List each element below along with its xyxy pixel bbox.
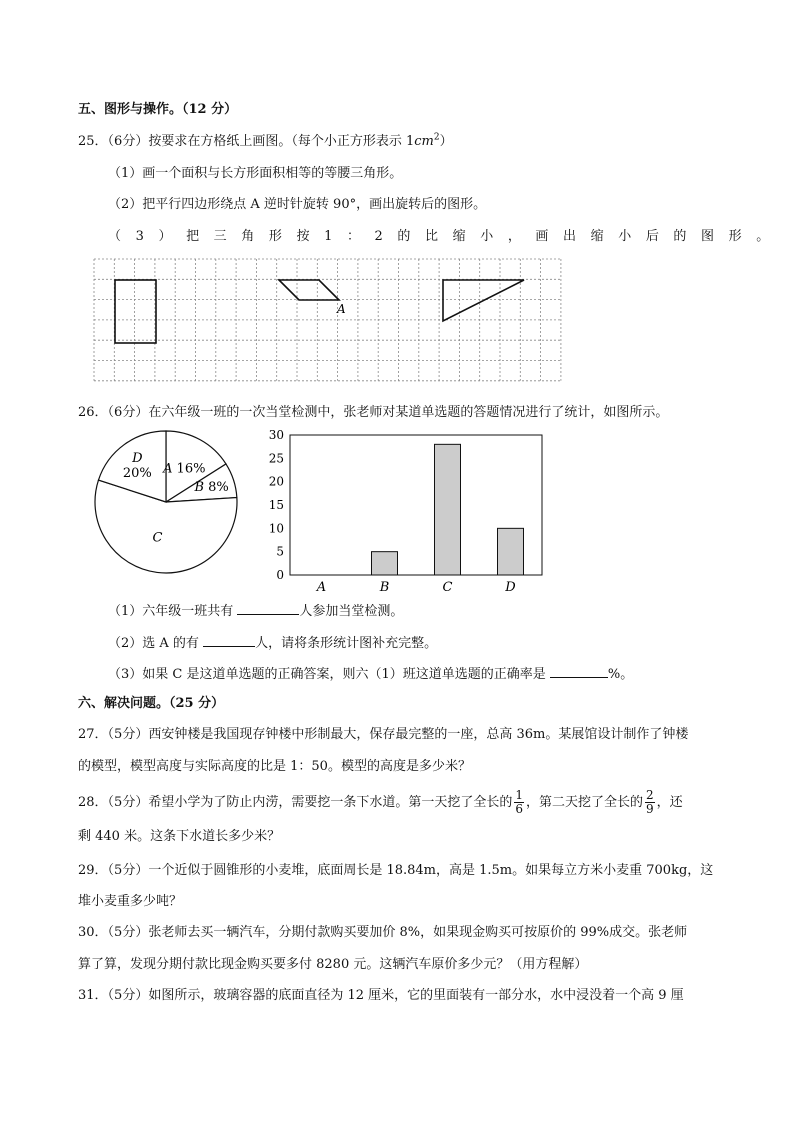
y-tick-label: 30 xyxy=(268,428,284,442)
q30-line-1: 30．（5分）张老师去买一辆汽车，分期付款购买要加价 8%，如果现金购买可按原价的 99%成交。张老师 xyxy=(78,925,688,940)
q28-frac1-den: 6 xyxy=(515,802,523,816)
q28-frac2-den: 9 xyxy=(645,802,654,816)
parallelogram-shape xyxy=(279,280,339,300)
y-tick-label: 10 xyxy=(268,521,284,536)
pie-label-a: A 16% xyxy=(163,461,206,477)
bar-categories xyxy=(316,580,516,595)
q26-sub-2 xyxy=(108,633,437,653)
q25-stem xyxy=(78,133,453,151)
q28-fraction-1 xyxy=(514,789,524,816)
y-tick-label: 15 xyxy=(268,498,284,512)
y-tick-label: 5 xyxy=(276,544,284,559)
y-tick-label: 25 xyxy=(268,451,284,466)
y-tick-label: 0 xyxy=(276,568,284,582)
pie-label-c: C xyxy=(152,530,163,546)
q25-item-1: （1）画一个面积与长方形面积相等的等腰三角形。 xyxy=(108,166,403,181)
section-6-title: 六、解决问题。（25 分） xyxy=(78,696,225,711)
pie-label-d: D xyxy=(132,451,143,467)
x-category-label: C xyxy=(442,580,453,595)
q26-answer-blank-3[interactable] xyxy=(550,664,608,678)
bar-chart xyxy=(262,425,552,595)
q26-sub-1-prefix: （1）六年级一班共有 xyxy=(108,604,234,619)
x-category-label: D xyxy=(505,580,516,595)
q25-item-3: （3）把三角形按1：2的比缩小，画出缩小后的图形。 xyxy=(108,229,784,244)
q29-line-2: 堆小麦重多少吨？ xyxy=(78,894,183,909)
bar-b xyxy=(372,552,398,575)
q26-sub-2-prefix: （2）选 A 的有 xyxy=(108,636,199,651)
bar-c xyxy=(435,444,461,575)
q26-sub-3 xyxy=(108,664,633,684)
q26-sub-3-suffix: %。 xyxy=(607,667,634,682)
x-category-label: B xyxy=(379,580,390,595)
y-tick-label: 20 xyxy=(268,474,284,489)
q27-line-1: 27．（5分）西安钟楼是我国现存钟楼中形制最大，保存最完整的一座，总高 36m。某展馆设计制作了钟楼 xyxy=(78,727,689,742)
q28-line-2: 剩 440 米。这条下水道长多少米？ xyxy=(78,829,281,844)
q28-fraction-2 xyxy=(645,789,655,816)
bar-y-ticks xyxy=(269,428,284,582)
q25-item-2: （2）把平行四边形绕点 A 逆时针旋转 90°，画出旋转后的图形。 xyxy=(108,197,487,212)
q28-part-3: ，还 xyxy=(656,795,683,810)
q25-stem-exp: 2 xyxy=(433,132,440,143)
q28-line-1 xyxy=(78,789,683,816)
point-a-label: A xyxy=(337,302,346,316)
q26-sub-1 xyxy=(108,601,403,621)
q28-frac1-num: 1 xyxy=(515,788,523,802)
bar-marks xyxy=(372,444,524,575)
triangle-shape xyxy=(443,280,524,321)
pie-slices xyxy=(95,431,237,573)
q25-stem-suffix: ） xyxy=(439,134,453,149)
q25-grid-figure xyxy=(93,258,567,388)
pie-label-b: B 8% xyxy=(194,480,229,496)
q26-answer-blank-2[interactable] xyxy=(203,633,255,647)
q28-frac2-num: 2 xyxy=(645,788,654,802)
pie-chart xyxy=(92,420,242,580)
q25-stem-unit: cm xyxy=(414,134,434,149)
q31-line-1: 31．（5分）如图所示，玻璃容器的底面直径为 12 厘米，它的里面装有一部分水，水中浸没着一个高 9 厘 xyxy=(78,988,684,1003)
q26-sub-3-prefix: （3）如果 C 是这道单选题的正确答案，则六（1）班这道单选题的正确率是 xyxy=(108,667,546,682)
q26-answer-blank-1[interactable] xyxy=(237,601,299,615)
q26-stem: 26．（6分）在六年级一班的一次当堂检测中，张老师对某道单选题的答题情况进行了统计，如图所示。 xyxy=(78,405,669,420)
q25-stem-prefix: 25．（6分）按要求在方格纸上画图。（每个小正方形表示 1 xyxy=(78,134,415,149)
pie-percent-d: 20% xyxy=(122,466,152,482)
q27-line-2: 的模型，模型高度与实际高度的比是 1：50。模型的高度是多少米？ xyxy=(78,759,471,774)
q26-sub-2-suffix: 人，请将条形统计图补充完整。 xyxy=(255,636,438,651)
q29-line-1: 29．（5分）一个近似于圆锥形的小麦堆，底面周长是 18.84m，高是 1.5m。如果每立方米小麦重 700kg，这 xyxy=(78,863,714,878)
rectangle-shape xyxy=(115,280,156,343)
q30-line-2: 算了算，发现分期付款比现金购买要多付 8280 元。这辆汽车原价多少元？（用方程解） xyxy=(78,957,588,972)
bar-d xyxy=(498,528,524,575)
grid-lines xyxy=(94,259,561,381)
q26-sub-1-suffix: 人参加当堂检测。 xyxy=(299,604,404,619)
q28-part-2: ，第二天挖了全长的 xyxy=(525,795,643,810)
q28-part-1: 28．（5分）希望小学为了防止内涝，需要挖一条下水道。第一天挖了全长的 xyxy=(78,795,513,810)
section-5-title: 五、图形与操作。（12 分） xyxy=(78,102,238,117)
x-category-label: A xyxy=(316,580,327,595)
